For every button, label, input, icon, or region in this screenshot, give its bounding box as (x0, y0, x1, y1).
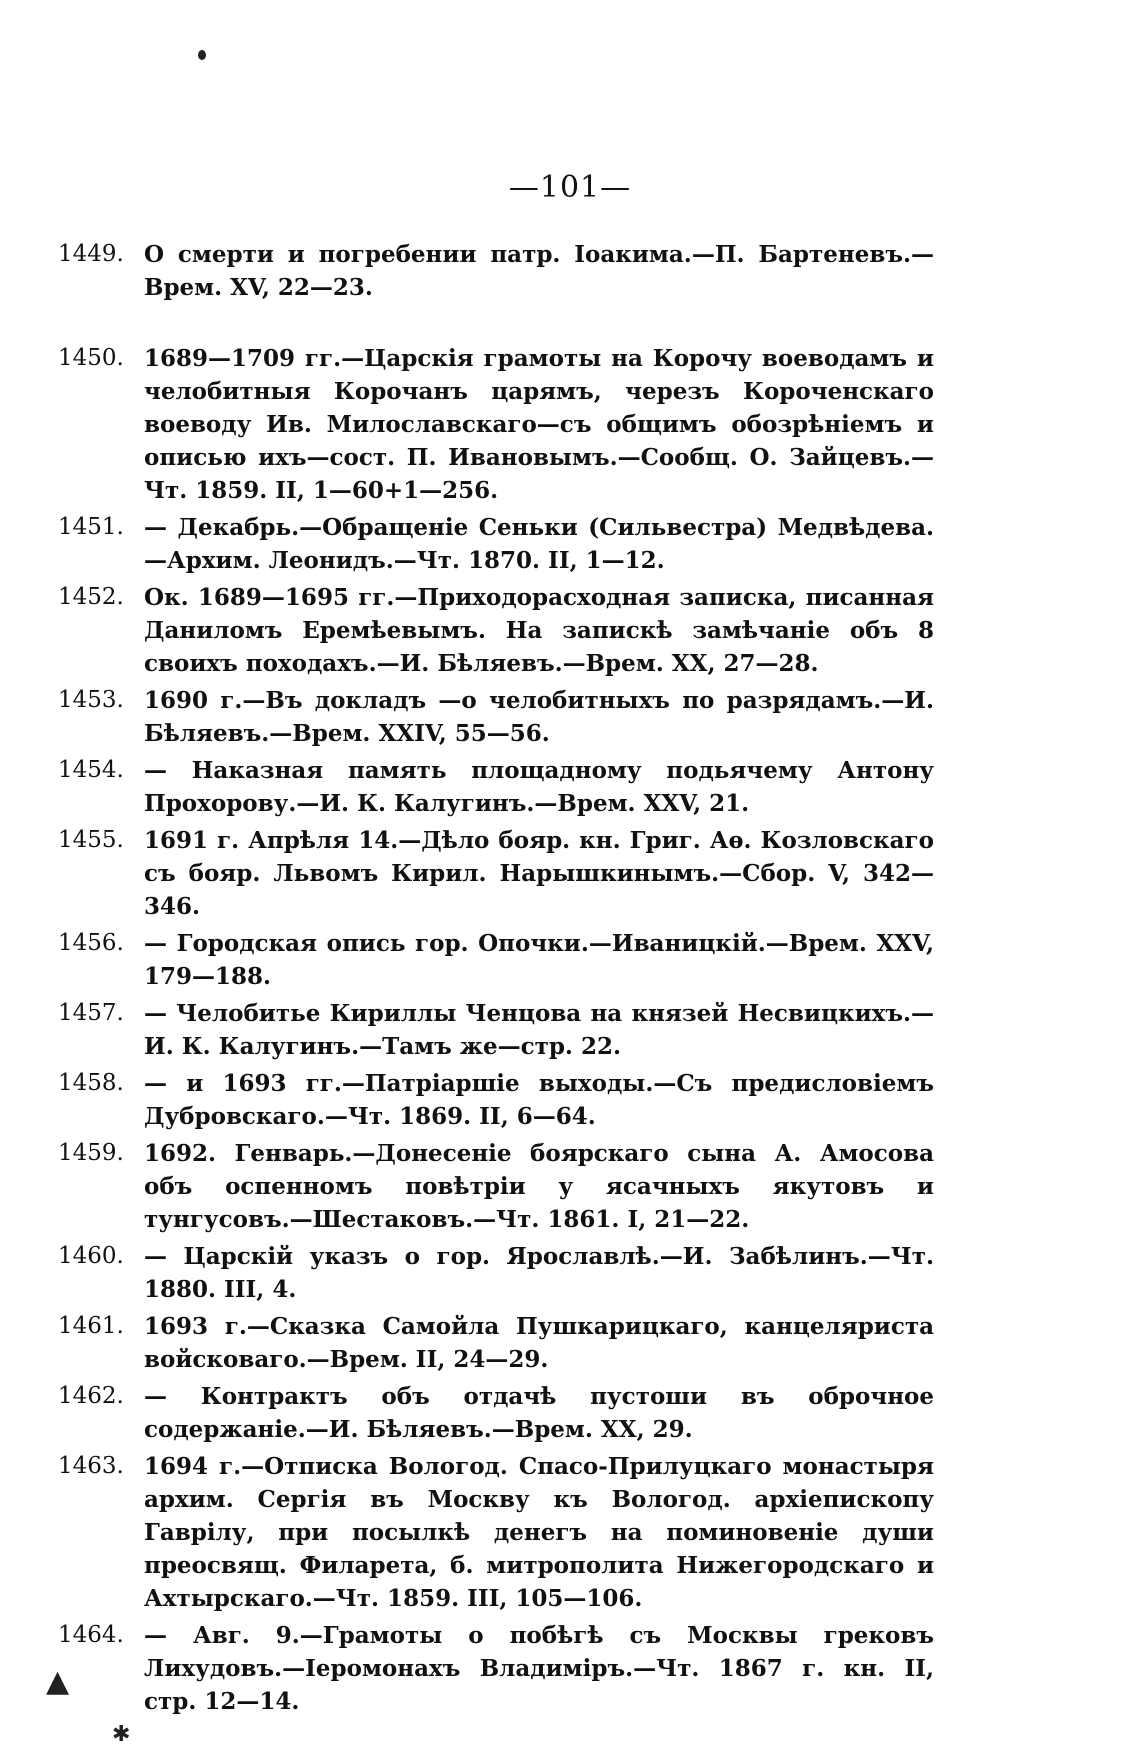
entry-1456 (58, 927, 934, 993)
entry-text: — Челобитье Кириллы Ченцова на князей Несвицкихъ.—И. К. Калугинъ.—Тамъ же—стр. 22. (144, 1000, 934, 1060)
entry-number: 1450. (58, 345, 124, 371)
bibliography-list (58, 238, 934, 1722)
entry-1463 (58, 1450, 934, 1615)
entry-number: 1462. (58, 1383, 124, 1409)
entry-number: 1452. (58, 584, 124, 610)
entry-number: 1454. (58, 757, 124, 783)
entry-1449 (58, 238, 934, 304)
entry-number: 1464. (58, 1622, 124, 1648)
entry-1458 (58, 1067, 934, 1133)
entry-number: 1451. (58, 514, 124, 540)
entry-text: 1690 г.—Въ докладъ —о челобитныхъ по разрядамъ.—И. Бѣляевъ.—Врем. XXIV, 55—56. (144, 687, 934, 747)
entry-1460 (58, 1240, 934, 1306)
entry-1452 (58, 581, 934, 680)
entry-1461 (58, 1310, 934, 1376)
entry-text: Ок. 1689—1695 гг.—Приходорасходная записка, писанная Даниломъ Еремѣевымъ. На запискѣ замѣчаніе объ 8 своихъ походахъ.—И. Бѣляевъ.—Врем. XX, 27—28. (144, 584, 934, 677)
entry-text: — Декабрь.—Обращеніе Сеньки (Сильвестра) Медвѣдева.—Архим. Леонидъ.—Чт. 1870. II, 1—12. (144, 514, 934, 574)
entry-text: — Царскій указъ о гор. Ярославлѣ.—И. Забѣлинъ.—Чт. 1880. III, 4. (144, 1243, 934, 1303)
page-number: —101— (508, 170, 632, 205)
ink-smudge-icon: ▲ (46, 1664, 70, 1699)
entry-text: — Наказная память площадному подьячему Антону Прохорову.—И. К. Калугинъ.—Врем. XXV, 21. (144, 757, 934, 817)
entry-number: 1449. (58, 241, 124, 267)
entry-1464 (58, 1619, 934, 1718)
entry-1462 (58, 1380, 934, 1446)
entry-1459 (58, 1137, 934, 1236)
entry-text: 1691 г. Апрѣля 14.—Дѣло бояр. кн. Григ. Аѳ. Козловскаго съ бояр. Львомъ Кирил. Нарышкинымъ.—Сбор. V, 342—346. (144, 827, 934, 920)
ink-dot (198, 50, 206, 60)
entry-number: 1453. (58, 687, 124, 713)
entry-text: 1693 г.—Сказка Самойла Пушкарицкаго, канцеляриста войсковаго.—Врем. II, 24—29. (144, 1313, 934, 1373)
entry-number: 1456. (58, 930, 124, 956)
entry-number: 1463. (58, 1453, 124, 1479)
ink-mark-icon: ✱ (112, 1722, 131, 1747)
entry-number: 1461. (58, 1313, 124, 1339)
entry-1453 (58, 684, 934, 750)
entry-1454 (58, 754, 934, 820)
entry-text: 1692. Генварь.—Донесеніе боярскаго сына А. Амосова объ оспенномъ повѣтріи у ясачныхъ якутовъ и тунгусовъ.—Шестаковъ.—Чт. 1861. I, 21—22. (144, 1140, 934, 1233)
entry-1455 (58, 824, 934, 923)
entry-1450 (58, 342, 934, 507)
entry-number: 1459. (58, 1140, 124, 1166)
entry-text: О смерти и погребении патр. Іоакима.—П. Бартеневъ.—Врем. XV, 22—23. (144, 241, 934, 301)
entry-number: 1457. (58, 1000, 124, 1026)
entry-number: 1455. (58, 827, 124, 853)
entry-text: 1694 г.—Отписка Вологод. Спасо-Прилуцкаго монастыря архим. Сергія въ Москву къ Вологод. архіепископу Гаврілу, при посылкѣ денегъ на поминовеніе души преосвящ. Филарета, б. митрополита Нижегородскаго и Ахтырскаго.—Чт. 1859. III, 105—106. (144, 1453, 934, 1612)
entry-1451 (58, 511, 934, 577)
entry-number: 1460. (58, 1243, 124, 1269)
entry-text: — Контрактъ объ отдачѣ пустоши въ оброчное содержаніе.—И. Бѣляевъ.—Врем. XX, 29. (144, 1383, 934, 1443)
entry-number: 1458. (58, 1070, 124, 1096)
entry-text: — и 1693 гг.—Патріаршіе выходы.—Съ предисловіемъ Дубровскаго.—Чт. 1869. II, 6—64. (144, 1070, 934, 1130)
entry-text: — Авг. 9.—Грамоты о побѣгѣ съ Москвы грековъ Лихудовъ.—Іеромонахъ Владиміръ.—Чт. 1867 г. кн. II, стр. 12—14. (144, 1622, 934, 1715)
entry-text: — Городская опись гор. Опочки.—Иваницкій.—Врем. XXV, 179—188. (144, 930, 934, 990)
entry-1457 (58, 997, 934, 1063)
entry-text: 1689—1709 гг.—Царскія грамоты на Корочу воеводамъ и челобитныя Корочанъ царямъ, черезъ Короченскаго воеводу Ив. Милославскаго—съ общимъ обозрѣніемъ и описью ихъ—сост. П. Ивановымъ.—Сообщ. О. Зайцевъ.—Чт. 1859. II, 1—60+1—256. (144, 345, 934, 504)
